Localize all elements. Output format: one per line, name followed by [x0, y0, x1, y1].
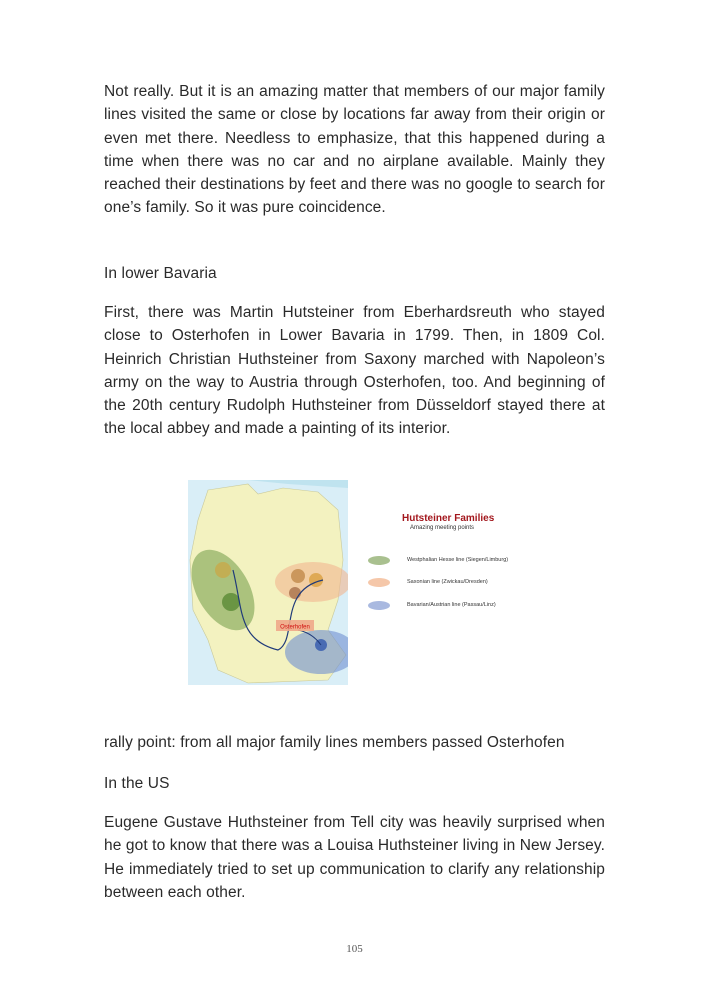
legend-label: Saxonian line (Zwickau/Dresden): [407, 579, 488, 585]
paragraph-intro: Not really. But it is an amazing matter that members of our major family lines visited the same or close by locations far away from their origin or even met there. Needless to emphasize, that this happened during a time when there was no car and no airplane available. Mainly they reached their destinations by feet and there was no google to search for one’s family. So it was pure coincidence.: [104, 83, 605, 217]
legend-swatch: [368, 601, 390, 610]
legend-label: Bavarian/Austrian line (Passau/Linz): [407, 602, 496, 608]
legend-label: Westphalian Hesse line (Siegen/Limburg): [407, 557, 509, 563]
legend-item: [368, 576, 488, 588]
page-number: 105: [346, 943, 363, 955]
figure-caption: rally point: from all major family lines members passed Osterhofen: [104, 734, 565, 751]
figure-subtitle: Amazing meeting points: [410, 525, 475, 531]
map-label-osterhofen: Osterhofen: [280, 624, 310, 631]
legend-item: [368, 599, 496, 611]
figure-legend: [360, 505, 530, 615]
paragraph-bavaria: First, there was Martin Hutsteiner from Eberhardsreuth who stayed close to Osterhofen in Lower Bavaria in 1799. Then, in 1809 Col. Heinrich Christian Huthsteiner from Saxony marched with Napoleon’s army on the way to Austria through Osterhofen, too. And beginning of the 20th century Rudolph Huthsteiner from Düsseldorf stayed there at the local abbey and made a painting of its interior.: [104, 304, 605, 438]
heading-in-the-us: In the US: [104, 775, 170, 792]
germany-map-figure: [188, 480, 348, 685]
legend-swatch: [368, 556, 390, 565]
heading-lower-bavaria: In lower Bavaria: [104, 265, 217, 282]
figure-title: Hutsteiner Families: [402, 513, 495, 524]
legend-swatch: [368, 578, 390, 587]
paragraph-us: Eugene Gustave Huthsteiner from Tell city was heavily surprised when he got to know that there was a Louisa Huthsteiner living in New Jersey. He immediately tried to set up communication to clarify any relationship between each other.: [104, 814, 605, 901]
legend-item: [368, 554, 508, 566]
